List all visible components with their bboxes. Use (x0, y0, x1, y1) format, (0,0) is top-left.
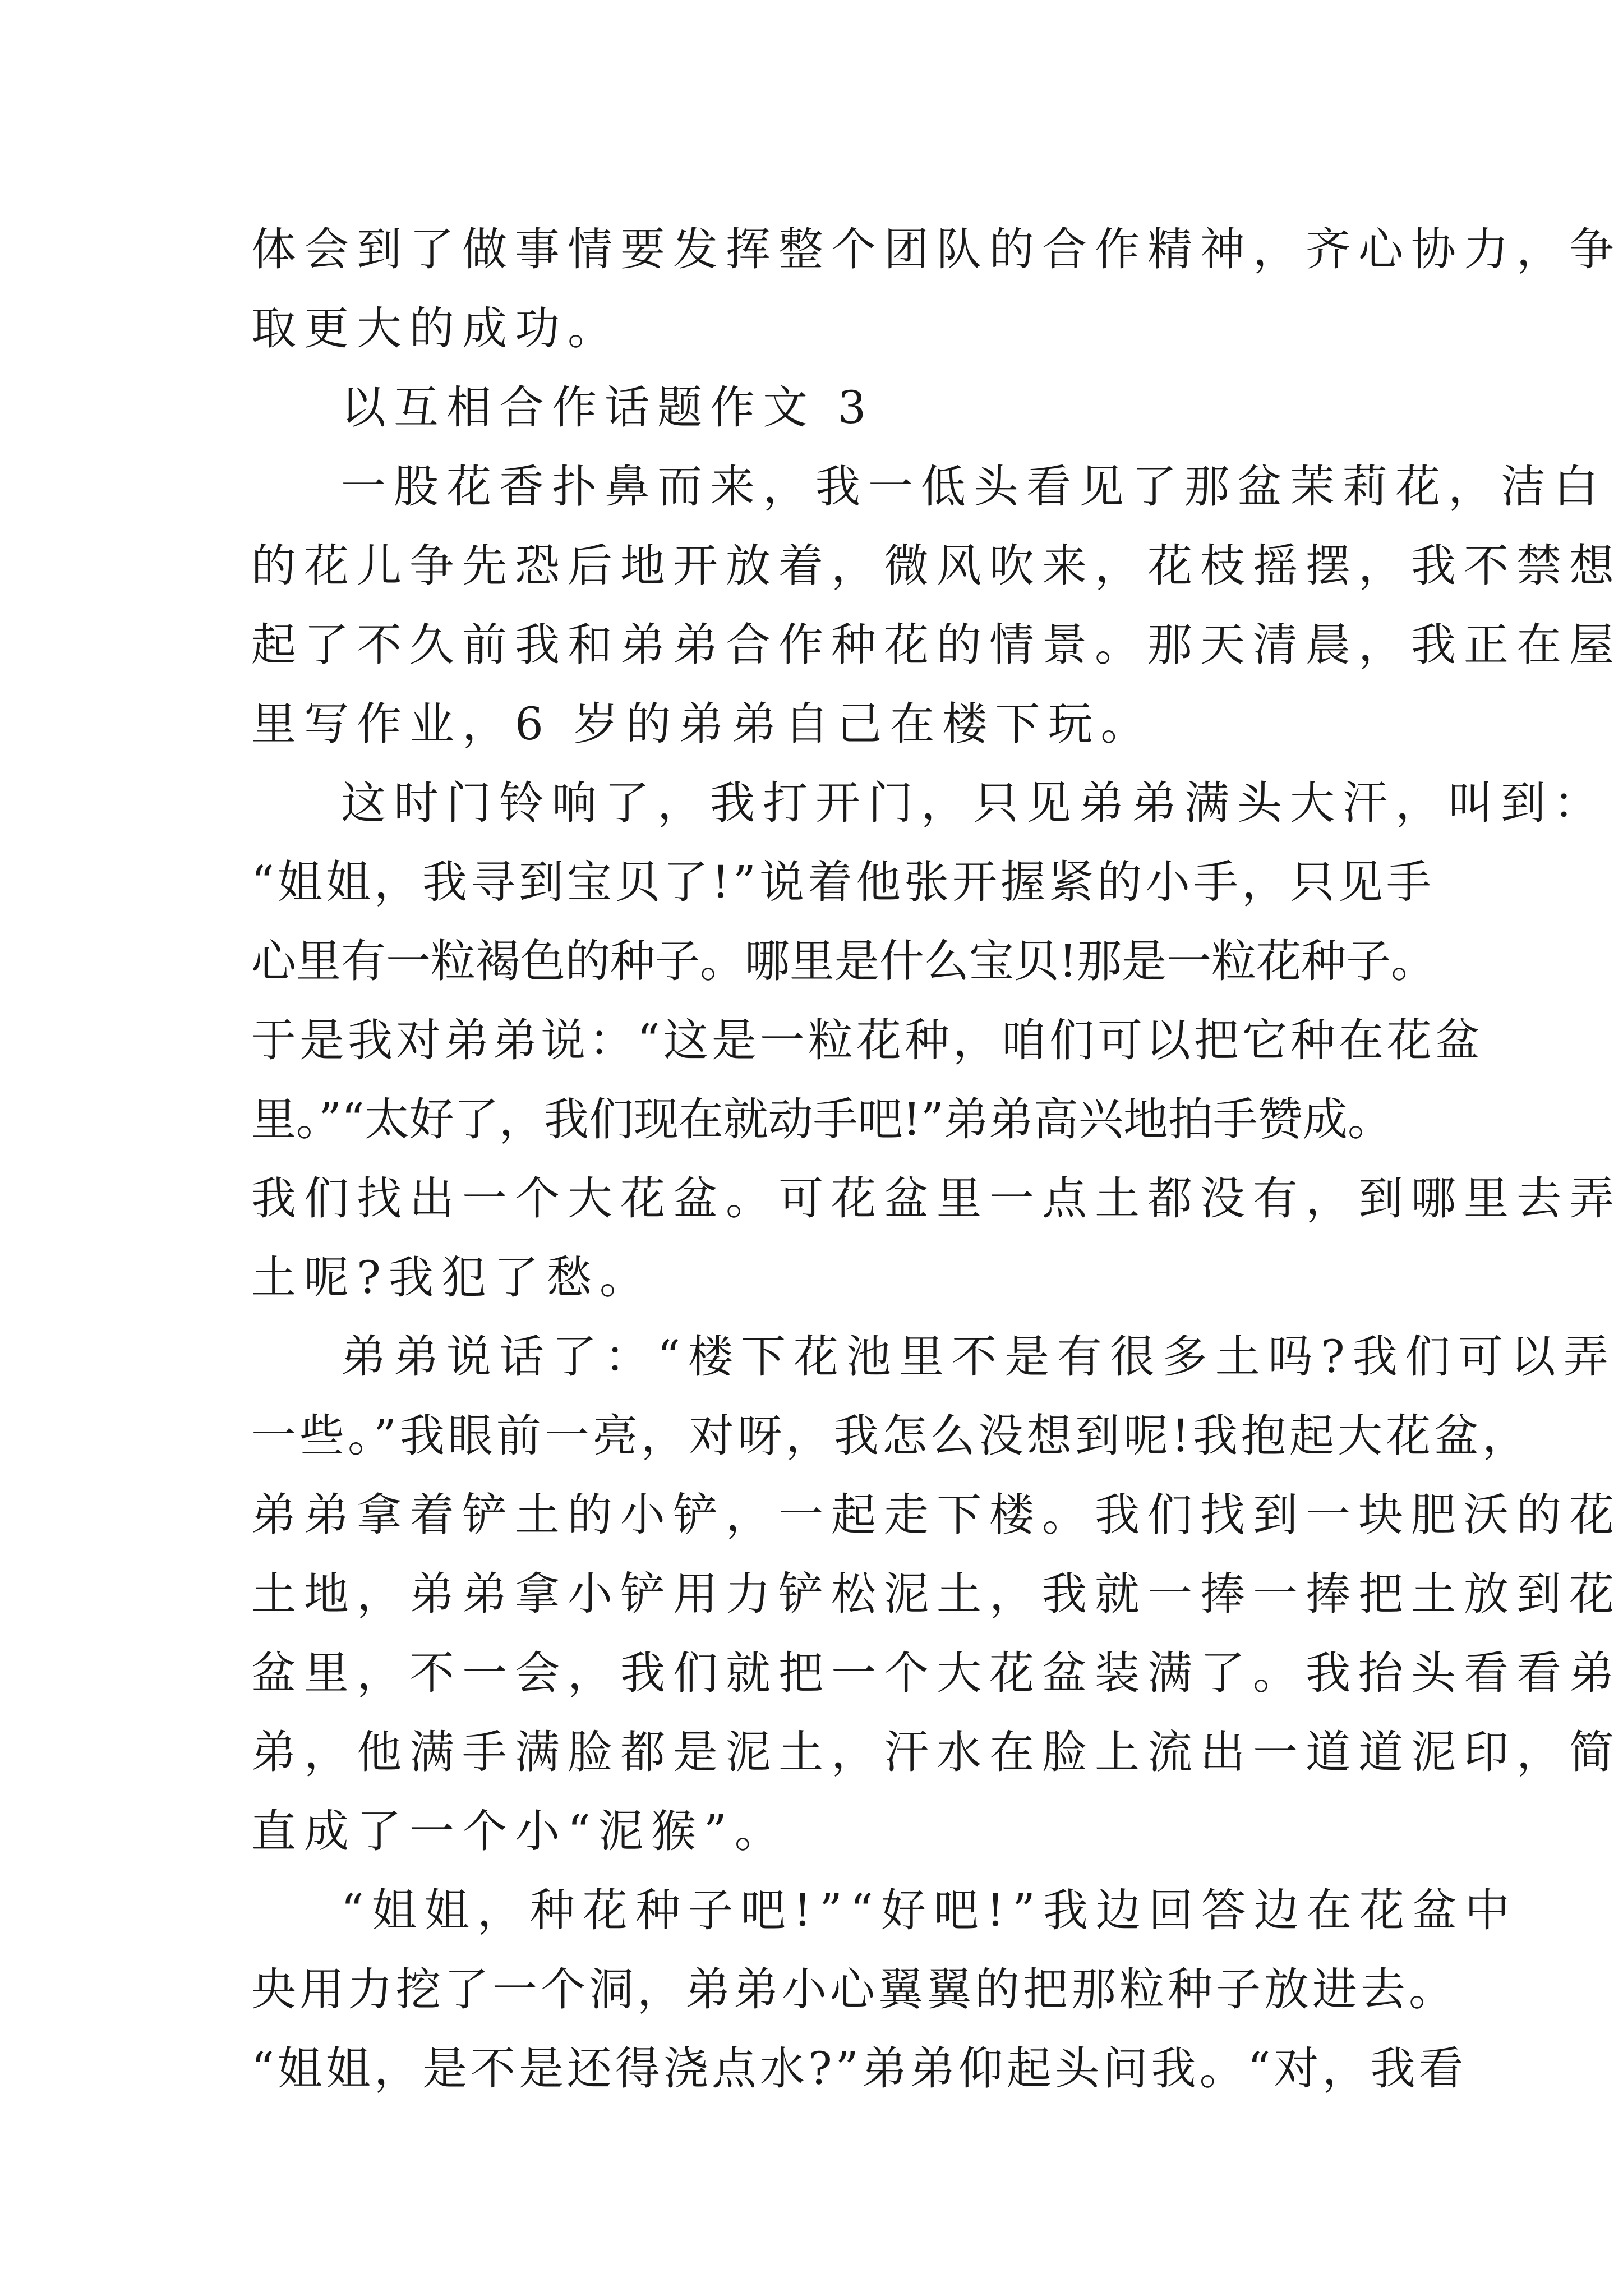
text-line: 土呢?我犯了愁。 (251, 1251, 652, 1304)
document-body (251, 210, 1622, 2108)
text-line: 里写作业，6 岁的弟弟自己在楼下玩。 (251, 698, 1154, 750)
text-line: 我们找出一个大花盆。可花盆里一点土都没有，到哪里去弄 (251, 1172, 1622, 1225)
text-line: 一股花香扑鼻而来，我一低头看见了那盆茉莉花，洁白 (341, 461, 1606, 513)
text-line: 里。”“太好了，我们现在就动手吧!”弟弟高兴地拍手赞成。 (251, 1093, 1393, 1145)
text-line: 一些。”我眼前一亮，对呀，我怎么没想到呢!我抱起大花盆， (251, 1410, 1531, 1462)
text-line: 弟弟拿着铲土的小铲，一起走下楼。我们找到一块肥沃的花 (251, 1489, 1622, 1541)
text-line: 弟弟说话了：“楼下花池里不是有很多土吗?我们可以弄 (341, 1331, 1616, 1383)
text-line: 心里有一粒褐色的种子。哪里是什么宝贝!那是一粒花种子。 (251, 935, 1436, 987)
text-line: 盆里，不一会，我们就把一个大花盆装满了。我抬头看看弟 (251, 1647, 1622, 1699)
text-line: 土地，弟弟拿小铲用力铲松泥土，我就一捧一捧把土放到花 (251, 1568, 1622, 1620)
text-line: 起了不久前我和弟弟合作种花的情景。那天清晨，我正在屋 (251, 619, 1622, 671)
text-line: 央用力挖了一个洞，弟弟小心翼翼的把那粒种子放进去。 (251, 1963, 1457, 2016)
text-line: 取更大的成功。 (251, 302, 620, 355)
text-line: “姐姐，种花种子吧!”“好吧!”我边回答边在花盆中 (341, 1884, 1518, 1936)
text-line: 这时门铃响了，我打开门，只见弟弟满头大汗，叫到： (341, 777, 1606, 829)
text-line: “姐姐，是不是还得浇点水?”弟弟仰起头问我。“对，我看 (251, 2042, 1467, 2095)
text-line: 弟，他满手满脸都是泥土，汗水在脸上流出一道道泥印，简 (251, 1726, 1622, 1778)
text-line: 的花儿争先恐后地开放着，微风吹来，花枝摇摆，我不禁想 (251, 540, 1622, 592)
section-heading: 以互相合作话题作文 3 (341, 381, 874, 434)
text-line: 直成了一个小“泥猴”。 (251, 1805, 787, 1857)
text-line: “姐姐，我寻到宝贝了!”说着他张开握紧的小手，只见手 (251, 856, 1435, 908)
text-line: 于是我对弟弟说：“这是一粒花种，咱们可以把它种在花盆 (251, 1014, 1483, 1066)
text-line: 体会到了做事情要发挥整个团队的合作精神，齐心协力，争 (251, 223, 1622, 275)
